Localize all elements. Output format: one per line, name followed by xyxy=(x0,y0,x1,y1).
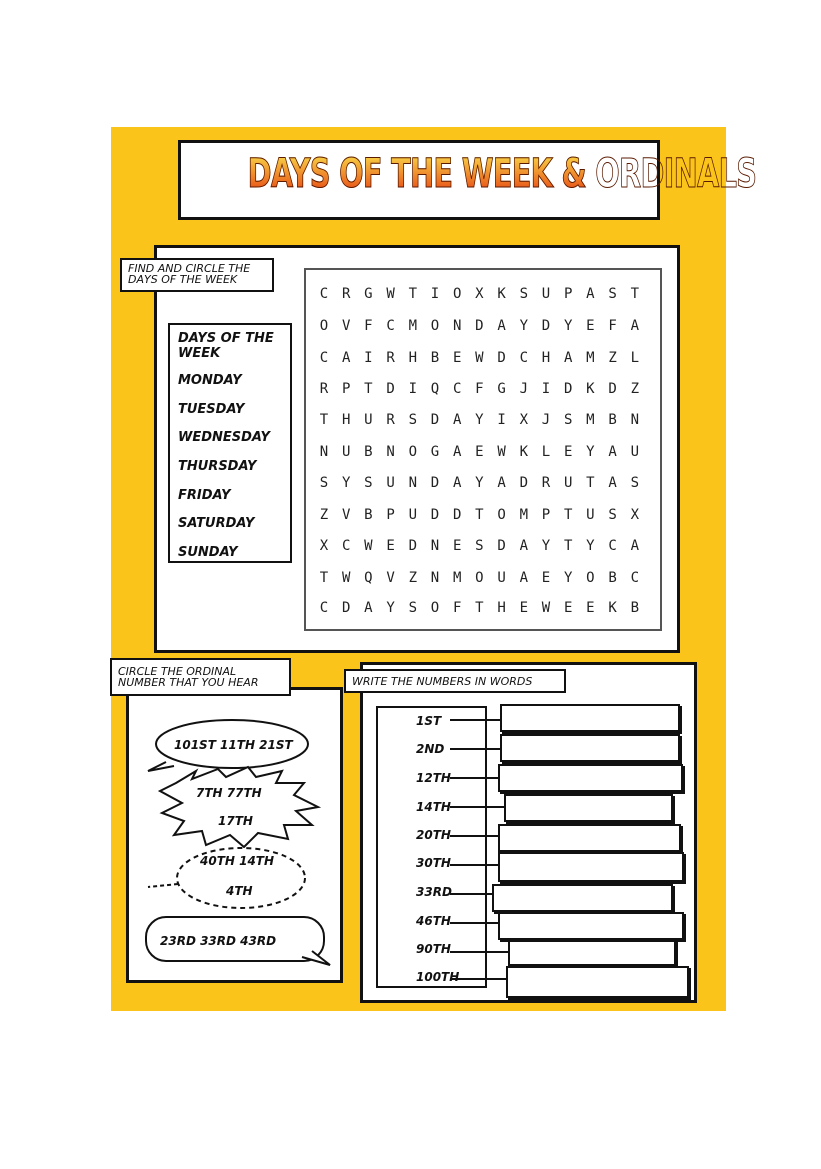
grid-letter[interactable]: W xyxy=(341,570,351,586)
grid-letter[interactable]: S xyxy=(608,286,617,302)
grid-letter[interactable]: I xyxy=(408,381,418,397)
grid-letter[interactable]: A xyxy=(452,475,462,491)
grid-letter[interactable]: I xyxy=(541,381,551,397)
ordinal-number: 14TH xyxy=(416,800,451,814)
grid-letter[interactable]: H xyxy=(341,412,351,428)
days-list-box xyxy=(168,323,292,563)
grid-letter[interactable]: E xyxy=(586,600,595,616)
answer-pointer xyxy=(450,835,498,837)
grid-letter[interactable]: A xyxy=(497,475,506,491)
grid-letter[interactable]: J xyxy=(541,412,551,428)
answer-box[interactable] xyxy=(492,884,673,912)
grid-letter[interactable]: B xyxy=(608,412,617,428)
grid-letter[interactable]: Q xyxy=(430,381,440,397)
grid-letter[interactable]: T xyxy=(408,286,418,302)
grid-letter[interactable]: Y xyxy=(563,570,573,586)
grid-letter[interactable]: E xyxy=(386,538,395,554)
grid-letter[interactable]: U xyxy=(497,570,506,586)
grid-letter[interactable]: E xyxy=(452,538,462,554)
grid-letter[interactable]: U xyxy=(341,444,351,460)
grid-letter[interactable]: A xyxy=(364,600,373,616)
ordinal-number: 20TH xyxy=(416,828,451,842)
grid-letter[interactable]: U xyxy=(408,507,418,523)
grid-letter[interactable]: O xyxy=(497,507,506,523)
grid-letter[interactable]: C xyxy=(386,318,395,334)
writing-instruction: WRITE THE NUMBERS IN WORDS xyxy=(344,669,566,693)
grid-letter[interactable]: A xyxy=(341,350,351,366)
grid-letter[interactable]: M xyxy=(586,412,595,428)
grid-letter[interactable]: C xyxy=(452,381,462,397)
grid-letter[interactable]: B xyxy=(364,444,373,460)
grid-letter[interactable]: O xyxy=(430,600,440,616)
grid-letter[interactable]: O xyxy=(475,570,484,586)
grid-letter[interactable]: A xyxy=(497,318,506,334)
grid-letter[interactable]: Z xyxy=(408,570,418,586)
grid-letter[interactable]: N xyxy=(386,444,395,460)
grid-letter[interactable]: H xyxy=(408,350,418,366)
grid-letter[interactable]: X xyxy=(475,286,484,302)
grid-letter[interactable]: Q xyxy=(364,570,373,586)
grid-letter[interactable]: X xyxy=(519,412,529,428)
grid-letter[interactable]: D xyxy=(341,600,351,616)
grid-letter[interactable]: M xyxy=(408,318,418,334)
days-list-title: DAYS OF THE WEEK xyxy=(178,331,274,361)
grid-letter[interactable]: D xyxy=(386,381,395,397)
grid-letter[interactable]: E xyxy=(541,570,551,586)
grid-letter[interactable]: T xyxy=(586,475,595,491)
grid-letter[interactable]: A xyxy=(608,444,617,460)
grid-letter[interactable]: A xyxy=(519,570,529,586)
answer-pointer xyxy=(450,951,508,953)
ordinal-number: 46TH xyxy=(416,914,451,928)
grid-letter[interactable]: K xyxy=(586,381,595,397)
grid-letter[interactable]: W xyxy=(386,286,395,302)
grid-letter[interactable]: C xyxy=(341,538,351,554)
grid-letter[interactable]: Y xyxy=(386,600,395,616)
grid-letter[interactable]: G xyxy=(497,381,506,397)
grid-letter[interactable]: B xyxy=(430,350,440,366)
grid-letter[interactable]: C xyxy=(319,600,329,616)
grid-letter[interactable]: B xyxy=(630,600,640,616)
answer-pointer xyxy=(450,806,504,808)
grid-letter[interactable]: R xyxy=(541,475,551,491)
grid-letter[interactable]: M xyxy=(452,570,462,586)
day-item: SUNDAY xyxy=(178,545,238,560)
grid-letter[interactable]: V xyxy=(341,507,351,523)
word-search-grid xyxy=(304,268,662,631)
grid-letter[interactable]: N xyxy=(452,318,462,334)
grid-letter[interactable]: S xyxy=(519,286,529,302)
grid-letter[interactable]: Z xyxy=(630,381,640,397)
grid-letter[interactable]: P xyxy=(563,286,573,302)
grid-letter[interactable]: K xyxy=(497,286,506,302)
grid-letter[interactable]: A xyxy=(608,475,617,491)
answer-box[interactable] xyxy=(500,704,680,732)
grid-letter[interactable]: I xyxy=(497,412,506,428)
grid-letter[interactable]: C xyxy=(319,286,329,302)
grid-letter[interactable]: N xyxy=(430,570,440,586)
title-banner xyxy=(178,140,757,220)
grid-letter[interactable]: S xyxy=(563,412,573,428)
grid-letter[interactable]: X xyxy=(319,538,329,554)
grid-letter[interactable]: Y xyxy=(475,412,484,428)
grid-letter[interactable]: G xyxy=(430,444,440,460)
ordinals-group-2b: 17TH xyxy=(218,814,253,828)
day-item: THURSDAY xyxy=(178,459,257,474)
grid-letter[interactable]: A xyxy=(519,538,529,554)
grid-letter[interactable]: T xyxy=(475,507,484,523)
answer-pointer xyxy=(450,864,498,866)
burst-bubble xyxy=(160,767,318,847)
grid-letter[interactable]: R xyxy=(341,286,351,302)
grid-letter[interactable]: T xyxy=(475,600,484,616)
grid-letter[interactable]: W xyxy=(541,600,551,616)
grid-letter[interactable]: X xyxy=(630,507,640,523)
grid-letter[interactable]: S xyxy=(630,475,640,491)
grid-letter[interactable]: E xyxy=(519,600,529,616)
day-item: WEDNESDAY xyxy=(178,430,270,445)
grid-letter[interactable]: C xyxy=(319,350,329,366)
grid-letter[interactable]: D xyxy=(541,318,551,334)
grid-letter[interactable]: K xyxy=(608,600,617,616)
grid-letter[interactable]: O xyxy=(586,570,595,586)
grid-letter[interactable]: A xyxy=(630,318,640,334)
grid-letter[interactable]: C xyxy=(630,570,640,586)
grid-letter[interactable]: S xyxy=(319,475,329,491)
grid-letter[interactable]: D xyxy=(497,350,506,366)
grid-letter[interactable]: D xyxy=(563,381,573,397)
grid-letter[interactable]: U xyxy=(630,444,640,460)
grid-letter[interactable]: U xyxy=(386,475,395,491)
grid-letter[interactable]: Y xyxy=(563,318,573,334)
grid-letter[interactable]: V xyxy=(341,318,351,334)
ordinal-number: 33RD xyxy=(416,885,452,899)
grid-letter[interactable]: D xyxy=(408,538,418,554)
grid-letter[interactable]: R xyxy=(319,381,329,397)
ordinals-group-2a: 7TH 77TH xyxy=(196,786,262,800)
grid-letter[interactable]: Z xyxy=(319,507,329,523)
ordinal-number: 1ST xyxy=(416,714,442,728)
grid-letter[interactable]: N xyxy=(430,538,440,554)
grid-letter[interactable]: Y xyxy=(475,475,484,491)
grid-letter[interactable]: E xyxy=(586,318,595,334)
ordinals-group-3a: 40TH 14TH xyxy=(200,854,275,868)
grid-letter[interactable]: T xyxy=(630,286,640,302)
answer-box[interactable] xyxy=(506,966,689,998)
grid-letter[interactable]: N xyxy=(319,444,329,460)
grid-letter[interactable]: S xyxy=(608,507,617,523)
answer-pointer xyxy=(450,978,506,980)
grid-letter[interactable]: R xyxy=(386,350,395,366)
grid-letter[interactable]: S xyxy=(408,412,418,428)
grid-letter[interactable]: H xyxy=(497,600,506,616)
grid-letter[interactable]: U xyxy=(541,286,551,302)
ordinals-group-4: 23RD 33RD 43RD xyxy=(160,934,277,948)
day-item: FRIDAY xyxy=(178,488,231,503)
grid-letter[interactable]: S xyxy=(408,600,418,616)
grid-letter[interactable]: U xyxy=(364,412,373,428)
grid-letter[interactable]: W xyxy=(497,444,506,460)
grid-letter[interactable]: T xyxy=(319,412,329,428)
answer-pointer xyxy=(450,719,500,721)
grid-letter[interactable]: A xyxy=(630,538,640,554)
answer-pointer xyxy=(450,893,492,895)
grid-letter[interactable]: D xyxy=(430,412,440,428)
grid-letter[interactable]: P xyxy=(541,507,551,523)
grid-letter[interactable]: I xyxy=(364,350,373,366)
listening-instruction: CIRCLE THE ORDINAL NUMBER THAT YOU HEAR xyxy=(110,658,291,696)
word-search-instruction: FIND AND CIRCLE THE DAYS OF THE WEEK xyxy=(120,258,274,292)
grid-letter[interactable]: P xyxy=(386,507,395,523)
grid-letter[interactable]: T xyxy=(319,570,329,586)
grid-letter[interactable]: A xyxy=(563,350,573,366)
grid-letter[interactable]: A xyxy=(452,412,462,428)
grid-letter[interactable]: A xyxy=(452,444,462,460)
grid-letter[interactable]: B xyxy=(608,570,617,586)
grid-letter[interactable]: E xyxy=(452,350,462,366)
day-item: TUESDAY xyxy=(178,402,245,417)
bubble-tail xyxy=(148,762,174,771)
answer-box[interactable] xyxy=(504,794,673,822)
grid-letter[interactable]: M xyxy=(586,350,595,366)
grid-letter[interactable]: F xyxy=(608,318,617,334)
grid-letter[interactable]: A xyxy=(586,286,595,302)
ordinal-number: 90TH xyxy=(416,942,451,956)
grid-letter[interactable]: V xyxy=(386,570,395,586)
grid-letter[interactable]: D xyxy=(519,475,529,491)
grid-letter[interactable]: O xyxy=(408,444,418,460)
grid-letter[interactable]: D xyxy=(497,538,506,554)
grid-letter[interactable]: P xyxy=(341,381,351,397)
ordinals-group-1: 101ST 11TH 21ST xyxy=(174,738,293,752)
grid-letter[interactable]: O xyxy=(452,286,462,302)
grid-letter[interactable]: Y xyxy=(586,444,595,460)
grid-letter[interactable]: T xyxy=(563,538,573,554)
grid-letter[interactable]: N xyxy=(408,475,418,491)
grid-letter[interactable]: E xyxy=(563,600,573,616)
answer-box[interactable] xyxy=(498,912,684,940)
answer-box[interactable] xyxy=(508,940,676,966)
answer-box[interactable] xyxy=(498,764,683,792)
worksheet-title: DAYS OF THE WEEK & ORDINALS xyxy=(247,151,757,197)
answer-pointer xyxy=(450,777,498,779)
ordinal-number: 2ND xyxy=(416,742,445,756)
grid-letter[interactable]: F xyxy=(364,318,373,334)
grid-letter[interactable]: D xyxy=(608,381,617,397)
grid-letter[interactable]: J xyxy=(519,381,529,397)
answer-box[interactable] xyxy=(498,824,681,852)
answer-pointer xyxy=(450,922,498,924)
grid-letter[interactable]: C xyxy=(519,350,529,366)
grid-letter[interactable]: M xyxy=(519,507,529,523)
ordinals-group-3b: 4TH xyxy=(226,884,253,898)
ordinal-number: 12TH xyxy=(416,771,451,785)
answer-pointer xyxy=(450,748,500,750)
grid-letter[interactable]: E xyxy=(475,444,484,460)
grid-letter[interactable]: F xyxy=(475,381,484,397)
grid-letter[interactable]: H xyxy=(541,350,551,366)
ordinal-number: 100TH xyxy=(416,970,460,984)
grid-letter[interactable]: U xyxy=(586,507,595,523)
grid-letter[interactable]: B xyxy=(364,507,373,523)
day-item: MONDAY xyxy=(178,373,242,388)
day-item: SATURDAY xyxy=(178,516,255,531)
grid-letter[interactable]: I xyxy=(430,286,440,302)
grid-letter[interactable]: W xyxy=(364,538,373,554)
grid-letter[interactable]: D xyxy=(452,507,462,523)
grid-letter[interactable]: T xyxy=(563,507,573,523)
grid-letter[interactable]: D xyxy=(430,507,440,523)
grid-letter[interactable]: Z xyxy=(608,350,617,366)
grid-letter[interactable]: N xyxy=(630,412,640,428)
answer-box[interactable] xyxy=(498,852,684,882)
grid-letter[interactable]: D xyxy=(475,318,484,334)
grid-letter[interactable]: C xyxy=(608,538,617,554)
grid-letter[interactable]: Y xyxy=(519,318,529,334)
ordinal-number: 30TH xyxy=(416,856,451,870)
grid-letter[interactable]: W xyxy=(475,350,484,366)
grid-letter[interactable]: O xyxy=(430,318,440,334)
thought-tail xyxy=(148,884,178,887)
grid-letter[interactable]: G xyxy=(364,286,373,302)
grid-letter[interactable]: L xyxy=(630,350,640,366)
grid-letter[interactable]: O xyxy=(319,318,329,334)
grid-letter[interactable]: T xyxy=(364,381,373,397)
grid-letter[interactable]: K xyxy=(519,444,529,460)
grid-letter[interactable]: E xyxy=(563,444,573,460)
grid-letter[interactable]: S xyxy=(364,475,373,491)
grid-letter[interactable]: U xyxy=(563,475,573,491)
grid-letter[interactable]: Y xyxy=(341,475,351,491)
grid-letter[interactable]: Y xyxy=(586,538,595,554)
grid-letter[interactable]: S xyxy=(475,538,484,554)
grid-letter[interactable]: F xyxy=(452,600,462,616)
answer-box[interactable] xyxy=(500,734,680,762)
grid-letter[interactable]: L xyxy=(541,444,551,460)
grid-letter[interactable]: Y xyxy=(541,538,551,554)
grid-letter[interactable]: D xyxy=(430,475,440,491)
grid-letter[interactable]: R xyxy=(386,412,395,428)
